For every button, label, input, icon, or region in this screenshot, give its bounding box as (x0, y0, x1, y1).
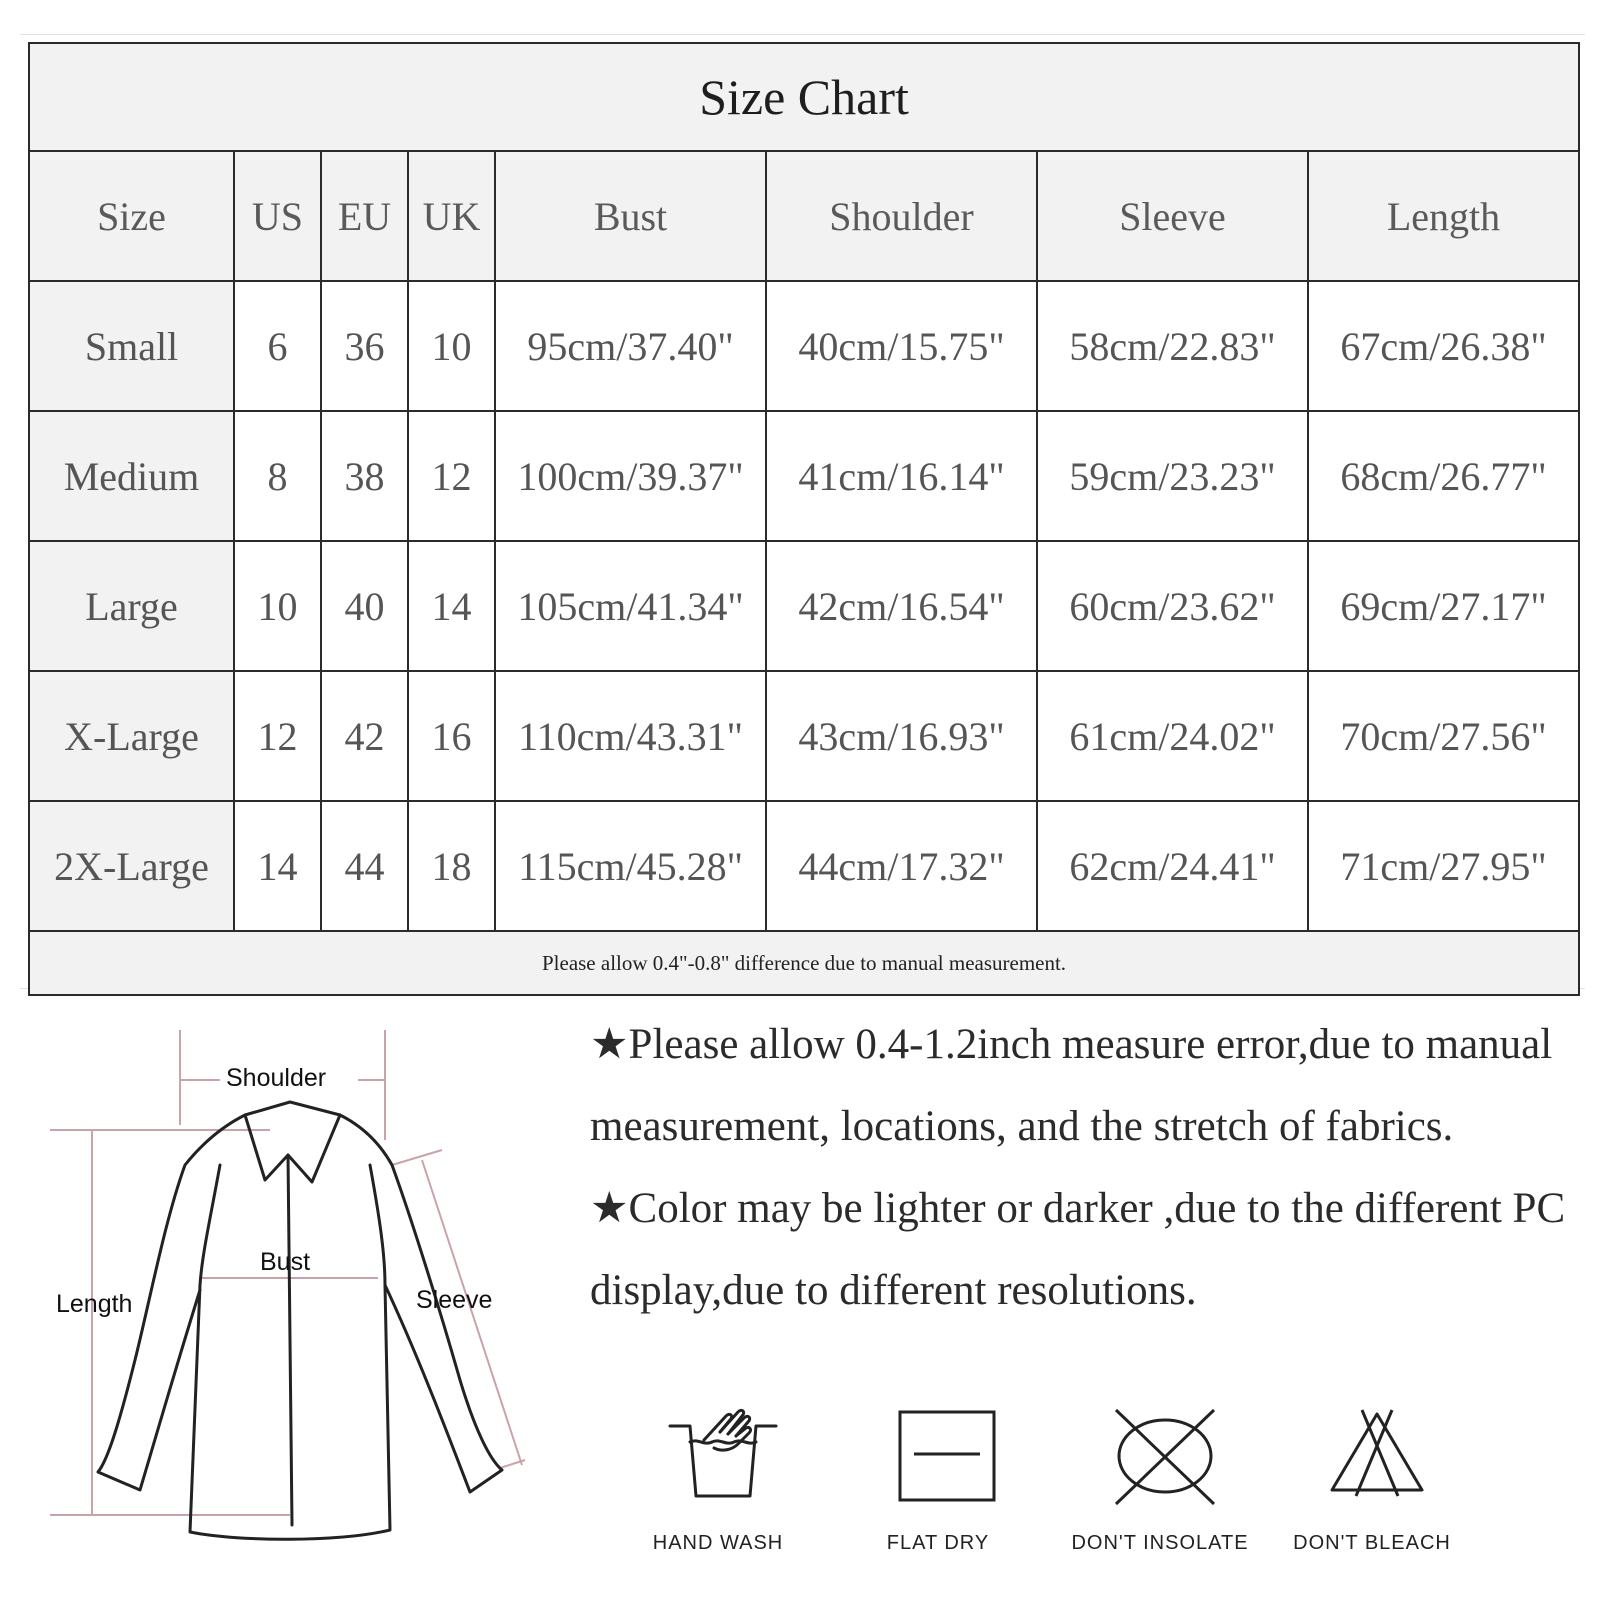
size-cell: Small (29, 281, 234, 411)
bust-cell: 95cm/37.40" (495, 281, 766, 411)
header-sleeve: Sleeve (1037, 151, 1308, 281)
header-length: Length (1308, 151, 1579, 281)
bust-label: Bust (260, 1248, 311, 1276)
length-cell: 67cm/26.38" (1308, 281, 1579, 411)
table-row-2x-large (29, 801, 1579, 931)
header-size: Size (29, 151, 234, 281)
us-cell: 14 (234, 801, 321, 931)
dont-bleach-icon (1322, 1404, 1432, 1514)
uk-cell: 12 (408, 411, 495, 541)
shoulder-cell: 42cm/16.54" (766, 541, 1037, 671)
bust-cell: 110cm/43.31" (495, 671, 766, 801)
eu-cell: 36 (321, 281, 408, 411)
shoulder-cell: 40cm/15.75" (766, 281, 1037, 411)
care-item-flat-dry (838, 1404, 1038, 1574)
header-us: US (234, 151, 321, 281)
sleeve-cell: 61cm/24.02" (1037, 671, 1308, 801)
bust-cell: 105cm/41.34" (495, 541, 766, 671)
length-cell: 69cm/27.17" (1308, 541, 1579, 671)
care-item-hand-wash (618, 1404, 818, 1574)
sleeve-cell: 62cm/24.41" (1037, 801, 1308, 931)
header-shoulder: Shoulder (766, 151, 1037, 281)
sleeve-label: Sleeve (416, 1286, 493, 1314)
eu-cell: 40 (321, 541, 408, 671)
bust-cell: 115cm/45.28" (495, 801, 766, 931)
shoulder-label: Shoulder (226, 1064, 327, 1092)
length-cell: 68cm/26.77" (1308, 411, 1579, 541)
shoulder-cell: 43cm/16.93" (766, 671, 1037, 801)
header-bust: Bust (495, 151, 766, 281)
shirt-measurement-diagram (40, 1020, 560, 1560)
notes-block (590, 1004, 1580, 1332)
size-chart-table (28, 42, 1580, 996)
size-cell: X-Large (29, 671, 234, 801)
header-row (29, 151, 1579, 281)
care-item-dont-insolate (1060, 1404, 1260, 1574)
us-cell: 6 (234, 281, 321, 411)
table-row-medium (29, 411, 1579, 541)
uk-cell: 10 (408, 281, 495, 411)
header-eu: EU (321, 151, 408, 281)
size-cell: 2X-Large (29, 801, 234, 931)
care-label: DON'T BLEACH (1293, 1532, 1451, 1554)
size-cell: Medium (29, 411, 234, 541)
uk-cell: 14 (408, 541, 495, 671)
eu-cell: 38 (321, 411, 408, 541)
uk-cell: 16 (408, 671, 495, 801)
flat-dry-icon (888, 1404, 998, 1514)
header-uk: UK (408, 151, 495, 281)
table-row-large (29, 541, 1579, 671)
measure-error-note: ★Please allow 0.4-1.2inch measure error,due to manual measurement, locations, and the stretch of fabrics. (590, 1021, 1553, 1150)
length-cell: 71cm/27.95" (1308, 801, 1579, 931)
sleeve-cell: 60cm/23.62" (1037, 541, 1308, 671)
length-label: Length (56, 1290, 133, 1318)
size-cell: Large (29, 541, 234, 671)
hand-wash-icon (668, 1404, 778, 1514)
care-label: DON'T INSOLATE (1071, 1532, 1249, 1554)
table-row-small (29, 281, 1579, 411)
color-note: ★Color may be lighter or darker ,due to the different PC display,due to different resolutions. (590, 1185, 1566, 1314)
dont-insolate-icon (1110, 1404, 1220, 1514)
table-row-x-large (29, 671, 1579, 801)
shoulder-cell: 44cm/17.32" (766, 801, 1037, 931)
bust-cell: 100cm/39.37" (495, 411, 766, 541)
shoulder-cell: 41cm/16.14" (766, 411, 1037, 541)
sleeve-cell: 59cm/23.23" (1037, 411, 1308, 541)
care-item-dont-bleach (1272, 1404, 1472, 1574)
us-cell: 8 (234, 411, 321, 541)
eu-cell: 44 (321, 801, 408, 931)
length-cell: 70cm/27.56" (1308, 671, 1579, 801)
us-cell: 12 (234, 671, 321, 801)
eu-cell: 42 (321, 671, 408, 801)
uk-cell: 18 (408, 801, 495, 931)
care-label: FLAT DRY (886, 1532, 990, 1554)
care-label: HAND WASH (652, 1532, 784, 1554)
us-cell: 10 (234, 541, 321, 671)
sleeve-cell: 58cm/22.83" (1037, 281, 1308, 411)
size-chart-title: Size Chart (29, 43, 1579, 151)
measurement-note: Please allow 0.4"-0.8" difference due to manual measurement. (29, 931, 1579, 995)
